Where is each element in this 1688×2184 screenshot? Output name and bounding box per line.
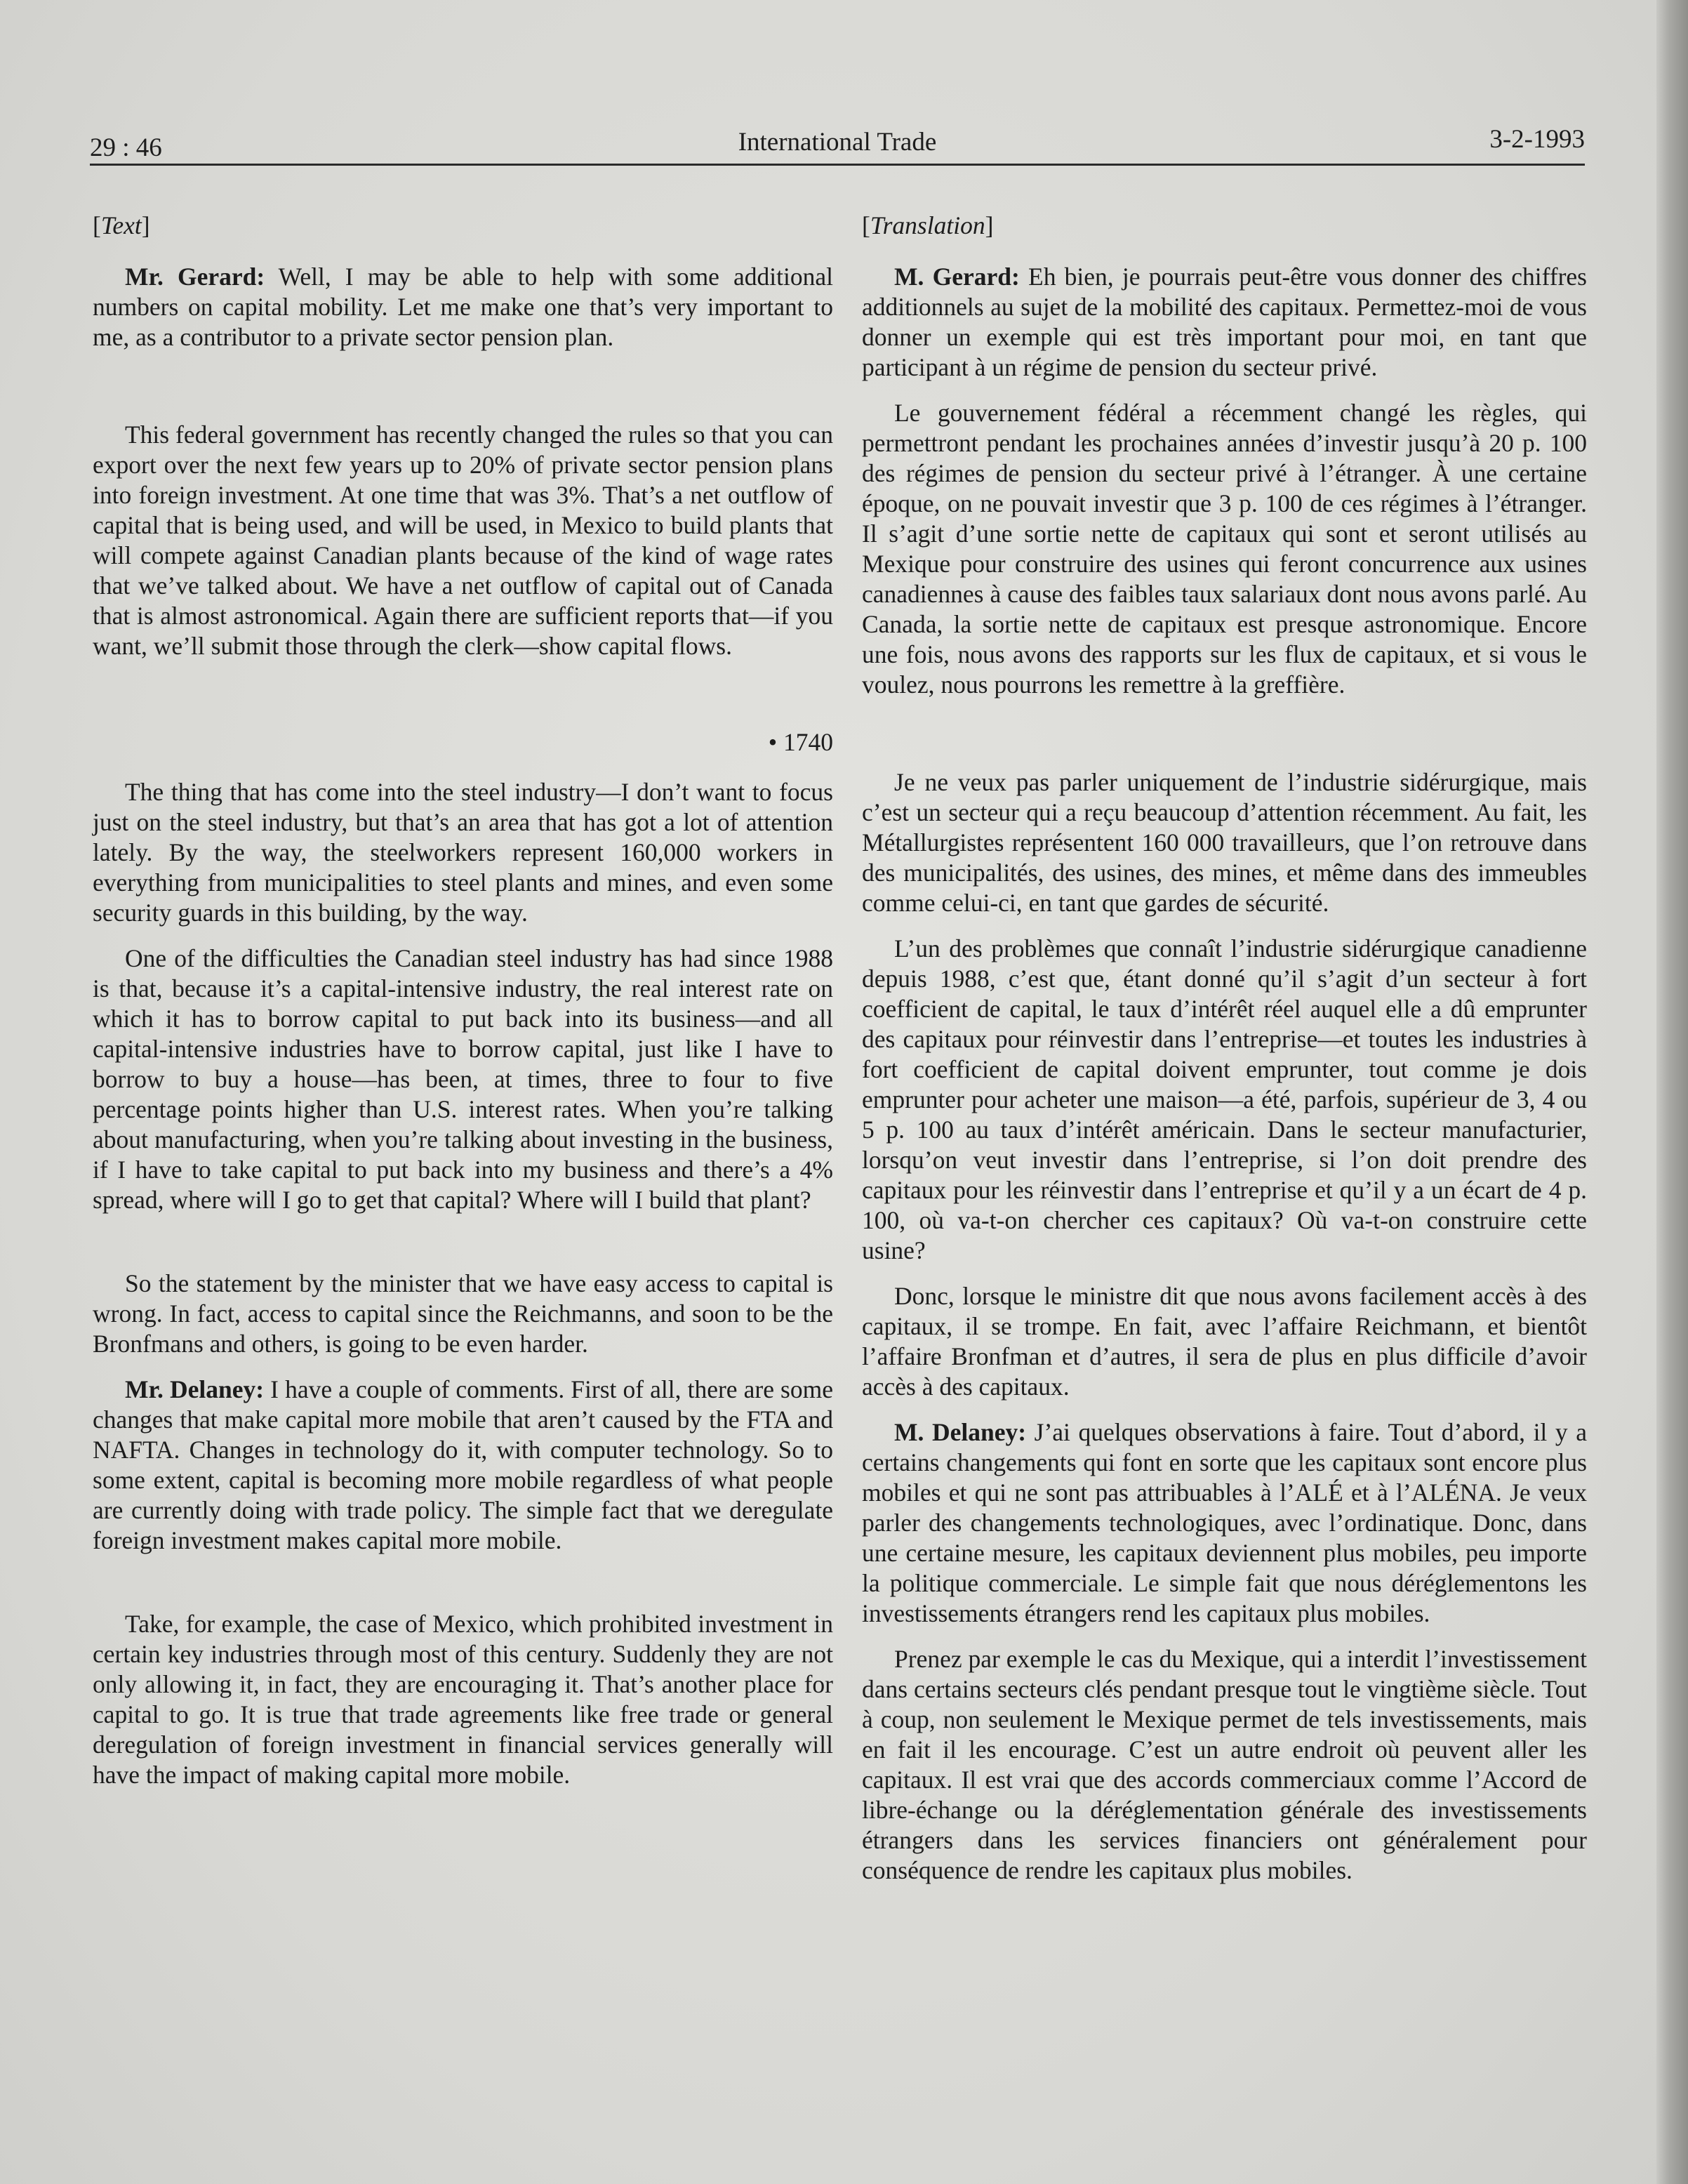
page-number: 29 : 46 — [90, 133, 162, 162]
page-edge — [1656, 0, 1688, 2184]
speaker-name: M. Delaney: — [894, 1418, 1027, 1446]
paragraph: Mr. Gerard: Well, I may be able to help with some additional numbers on capital mobility. Let me make one that’s very important to me, as a contributor to a private sector pension plan. — [93, 263, 834, 351]
paragraph: This federal government has recently changed the rules so that you can export over the next few years up to 20% of private sector pension plans into foreign investment. At one time that was 3%. That’s a net outflow of capital that is being used, and will be used, in Mexico to build plants that will compete against Canadian plants because of the kind of wage rates that we’ve talked about. We have a net outflow of capital out of Canada that is almost astronomical. Again there are sufficient reports that—if you want, we’ll submit those through the clerk—show capital flows. — [93, 421, 833, 660]
speaker-name: Mr. Gerard: — [125, 263, 265, 291]
speaker-name: M. Gerard: — [894, 263, 1020, 291]
french-column — [862, 211, 1587, 1886]
paragraph: Je ne veux pas parler uniquement de l’industrie sidérurgique, mais c’est un secteur qui a reçu beaucoup d’attention récemment. Au fait, les Métallurgistes représentent 160 000 travailleurs, que l’on retrouve dans des municipalités, des usines, des mines, et même dans des immeubles comme celui-ci, en tant que gardes de sécurité. — [862, 768, 1587, 917]
section-label-translation: [Translation] — [862, 211, 994, 239]
time-marker: • 1740 — [768, 728, 833, 756]
paragraph: Mr. Delaney: I have a couple of comments. First of all, there are some changes that make capital more mobile that aren’t caused by the FTA and NAFTA. Changes in technology do it, with computer technology. So to some extent, capital is becoming more mobile regardless of what people are currently doing with trade policy. The simple fact that we deregulate foreign investment makes capital more mobile. — [93, 1375, 833, 1554]
paragraph: Take, for example, the case of Mexico, which prohibited investment in certain key industries through most of this century. Suddenly they are not only allowing it, in fact, they are encouraging it. That’s another place for capital to go. It is true that trade agreements like free trade or general deregulation of foreign investment in financial services generally will have the impact of making capital more mobile. — [93, 1610, 833, 1789]
paragraph: M. Delaney: J’ai quelques observations à faire. Tout d’abord, il y a certains changements qui font en sorte que les capitaux sont encore plus mobiles et qui ne sont pas attribuables à l’ALÉ et à l’ALÉNA. Je veux parler des changements technologiques, avec l’ordinatique. Donc, dans une certaine mesure, les capitaux deviennent plus mobiles, peu importe la politique commerciale. Le simple fait que nous déréglementons les investissements étrangers rend les capitaux plus mobiles. — [862, 1418, 1587, 1627]
header-rule — [90, 164, 1585, 166]
page-header — [90, 121, 1585, 163]
section-label-text: [Text] — [93, 211, 150, 239]
paragraph: L’un des problèmes que connaît l’industrie sidérurgique canadienne depuis 1988, c’est que, étant donné qu’il s’agit d’un secteur à fort coefficient de capital, le taux d’intérêt réel auquel elle a dû emprunter des capitaux pour réinvestir dans l’entreprise—et toutes les industries à fort coefficient de capital doivent emprunter, tout comme je dois emprunter pour acheter une maison—a été, parfois, supérieur de 3, 4 ou 5 p. 100 au taux d’intérêt américain. Dans le secteur manufacturier, lorsqu’on veut investir dans l’entreprise, si l’on doit prendre des capitaux pour les réinvestir dans l’entreprise et qu’il y a un écart de 4 p. 100, où va-t-on chercher ces capitaux? Où va-t-on construire cette usine? — [862, 934, 1587, 1264]
header-date: 3-2-1993 — [1489, 125, 1585, 154]
english-column — [93, 211, 833, 1790]
paragraph: Prenez par exemple le cas du Mexique, qui a interdit l’investissement dans certains secteurs clés pendant presque tout le vingtième siècle. Tout à coup, non seulement le Mexique permet de tels investissements, mais en fait il les encourage. C’est un autre endroit où peuvent aller les capitaux. Il est vrai que des accords commerciaux comme l’Accord de libre-échange ou la déréglementation générale des investissements étrangers dans les services financiers ont généralement pour conséquence de rendre les capitaux plus mobiles. — [862, 1645, 1587, 1884]
paragraph: M. Gerard: Eh bien, je pourrais peut-être vous donner des chiffres additionnels au sujet de la mobilité des capitaux. Permettez-moi de vous donner un exemple qui est très important pour moi, en tant que participant à un régime de pension du secteur privé. — [862, 263, 1587, 381]
paragraph: The thing that has come into the steel industry—I don’t want to focus just on the steel industry, but that’s an area that has got a lot of attention lately. By the way, the steelworkers represent 160,000 workers in everything from municipalities to steel plants and mines, and even some security guards in this building, by the way. — [93, 778, 833, 927]
paragraph: Donc, lorsque le ministre dit que nous avons facilement accès à des capitaux, il se trompe. En fait, avec l’affaire Reichmann, et bientôt l’affaire Bronfman et d’autres, il sera de plus en plus difficile d’avoir accès à des capitaux. — [862, 1282, 1587, 1401]
paragraph: One of the difficulties the Canadian steel industry has had since 1988 is that, because it’s a capital-intensive industry, the real interest rate on which it has to borrow capital to put back into its business—and all capital-intensive industries have to borrow capital, just like I have to borrow to buy a house—has been, at times, three to four to five percentage points higher than U.S. interest rates. When you’re talking about manufacturing, when you’re talking about investing in the business, if I have to take capital to put back into my business and there’s a 4% spread, where will I go to get that capital? Where will I build that plant? — [93, 944, 833, 1214]
running-title: International Trade — [738, 128, 937, 157]
paragraph: So the statement by the minister that we have easy access to capital is wrong. In fact, access to capital since the Reichmanns, and soon to be the Bronfmans and others, is going to be even harder. — [93, 1269, 833, 1358]
speaker-name: Mr. Delaney: — [125, 1375, 265, 1403]
paragraph: Le gouvernement fédéral a récemment changé les règles, qui permettront pendant les prochaines années d’investir jusqu’à 20 p. 100 des régimes de pension du secteur privé à l’étranger. À une certaine époque, on ne pouvait investir que 3 p. 100 de ces régimes à l’étranger. Il s’agit d’une sortie nette de capitaux qui sont et seront utilisés au Mexique pour construire des usines qui feront concurrence aux usines canadiennes à cause des faibles taux salariaux dont nous avons parlé. Au Canada, la sortie nette de capitaux est presque astronomique. Encore une fois, nous avons des rapports sur les flux de capitaux, et si vous le voulez, nous pourrons les remettre à la greffière. — [862, 399, 1587, 699]
